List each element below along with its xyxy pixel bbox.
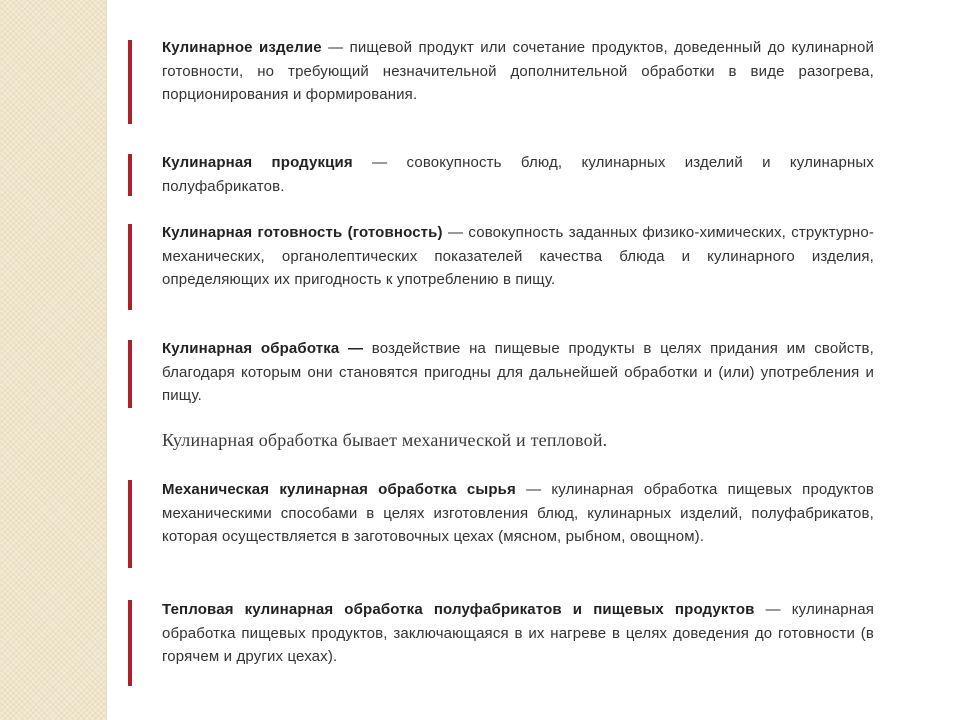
definition-culinary-item bbox=[162, 36, 874, 107]
section-marker-bar bbox=[128, 224, 132, 310]
definition-culinary-products bbox=[162, 151, 874, 198]
definition-text: — пищевой продукт или сочетание продуктов, доведенный до кулинарной готовности, но требующий незначительной дополнительной обработки в виде разогрева, порционирования и формирования. bbox=[162, 39, 874, 103]
section-marker-bar bbox=[128, 154, 132, 196]
decorative-side-band bbox=[0, 0, 106, 720]
term: Кулинарное изделие bbox=[162, 39, 322, 56]
definition-text: — кулинарная обработка пищевых продуктов механическими способами в целях изготовления блюд, кулинарных изделий, полуфабрикатов, которая осуществляется в заготовочных цехах (мясном, рыбном, овощном). bbox=[162, 481, 874, 545]
note-text: Кулинарная обработка бывает механической и тепловой. bbox=[162, 430, 608, 450]
term: Кулинарная продукция bbox=[162, 154, 353, 171]
definition-text: — совокупность блюд, кулинарных изделий и кулинарных полуфабрикатов. bbox=[162, 154, 874, 195]
definition-thermal-processing bbox=[162, 598, 874, 669]
definition-text: воздействие на пищевые продукты в целях придания им свойств, благодаря которым они становятся пригодны для дальнейшей обработки и (или) употребления и пищу. bbox=[162, 340, 874, 404]
definition-text: — кулинарная обработка пищевых продуктов, заключающаяся в их нагреве в целях доведения до готовности (в горячем и других цехах). bbox=[162, 601, 874, 665]
definition-culinary-readiness bbox=[162, 221, 874, 292]
section-marker-bar bbox=[128, 480, 132, 568]
band-divider bbox=[106, 0, 107, 720]
term: Кулинарная готовность (готовность) bbox=[162, 224, 443, 241]
term: Механическая кулинарная обработка сырья bbox=[162, 481, 516, 498]
section-marker-bar bbox=[128, 40, 132, 124]
section-marker-bar bbox=[128, 340, 132, 408]
term: Тепловая кулинарная обработка полуфабрикатов и пищевых продуктов bbox=[162, 601, 755, 618]
definition-culinary-processing bbox=[162, 337, 874, 408]
term: Кулинарная обработка — bbox=[162, 340, 364, 357]
section-marker-bar bbox=[128, 600, 132, 686]
definition-mechanical-processing bbox=[162, 478, 874, 549]
definition-text: — совокупность заданных физико-химических, структурно-механических, органолептических показателей качества блюда и кулинарного изделия, определяющих их пригодность к употреблению в пищу. bbox=[162, 224, 874, 288]
